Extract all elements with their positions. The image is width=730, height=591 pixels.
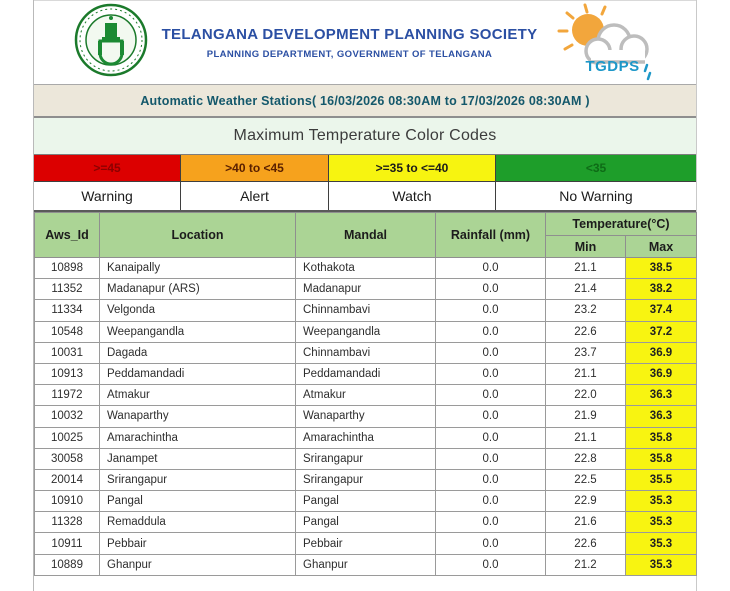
cell-min-temp: 21.6 xyxy=(546,512,626,533)
table-row xyxy=(35,469,697,490)
cell-mandal: Pangal xyxy=(296,491,436,512)
legend-band-alert: >40 to <45 xyxy=(181,155,329,181)
cell-location: Peddamandadi xyxy=(100,363,296,384)
table-header xyxy=(35,213,697,258)
cell-mandal: Atmakur xyxy=(296,385,436,406)
table-row xyxy=(35,406,697,427)
cell-aws-id: 20014 xyxy=(35,469,100,490)
cell-mandal: Kothakota xyxy=(296,258,436,279)
cell-aws-id: 11972 xyxy=(35,385,100,406)
cell-min-temp: 21.2 xyxy=(546,554,626,575)
cell-location: Kanaipally xyxy=(100,258,296,279)
cell-rainfall: 0.0 xyxy=(436,300,546,321)
table-row xyxy=(35,427,697,448)
cell-mandal: Wanaparthy xyxy=(296,406,436,427)
table-row xyxy=(35,385,697,406)
table-row xyxy=(35,363,697,384)
table-row xyxy=(35,321,697,342)
cell-aws-id: 11352 xyxy=(35,279,100,300)
cell-min-temp: 21.1 xyxy=(546,258,626,279)
col-header-temperature: Temperature(°C) xyxy=(546,213,697,236)
table-row xyxy=(35,533,697,554)
cell-aws-id: 11328 xyxy=(35,512,100,533)
cell-max-temp: 35.3 xyxy=(626,512,697,533)
table-row xyxy=(35,258,697,279)
cell-min-temp: 21.4 xyxy=(546,279,626,300)
cell-mandal: Ghanpur xyxy=(296,554,436,575)
legend-label-watch: Watch xyxy=(329,182,496,210)
weather-stations-table xyxy=(34,212,697,576)
tgdps-weather-logo xyxy=(551,3,656,83)
cell-mandal: Amarachintha xyxy=(296,427,436,448)
cell-rainfall: 0.0 xyxy=(436,406,546,427)
org-title-block xyxy=(162,26,538,60)
table-row xyxy=(35,512,697,533)
cell-min-temp: 22.9 xyxy=(546,491,626,512)
table-row xyxy=(35,554,697,575)
cell-min-temp: 21.9 xyxy=(546,406,626,427)
col-header-min: Min xyxy=(546,236,626,258)
cell-min-temp: 21.1 xyxy=(546,363,626,384)
cell-location: Dagada xyxy=(100,342,296,363)
cell-max-temp: 36.9 xyxy=(626,342,697,363)
cell-aws-id: 10910 xyxy=(35,491,100,512)
cell-aws-id: 10032 xyxy=(35,406,100,427)
cell-location: Wanaparthy xyxy=(100,406,296,427)
col-header-max: Max xyxy=(626,236,697,258)
cell-location: Weepangandla xyxy=(100,321,296,342)
cell-location: Janampet xyxy=(100,448,296,469)
color-codes-title-bar xyxy=(34,118,696,155)
tgdps-label: TGDPS xyxy=(585,57,640,75)
cell-mandal: Srirangapur xyxy=(296,469,436,490)
temperature-legend-labels xyxy=(34,182,696,212)
cell-mandal: Weepangandla xyxy=(296,321,436,342)
cell-rainfall: 0.0 xyxy=(436,342,546,363)
cell-min-temp: 22.5 xyxy=(546,469,626,490)
report-frame xyxy=(33,0,697,591)
col-header-location: Location xyxy=(100,213,296,258)
cell-aws-id: 10548 xyxy=(35,321,100,342)
table-row xyxy=(35,279,697,300)
cell-min-temp: 22.8 xyxy=(546,448,626,469)
cell-rainfall: 0.0 xyxy=(436,491,546,512)
cell-rainfall: 0.0 xyxy=(436,321,546,342)
cell-min-temp: 23.7 xyxy=(546,342,626,363)
cell-rainfall: 0.0 xyxy=(436,279,546,300)
cell-min-temp: 23.2 xyxy=(546,300,626,321)
cell-aws-id: 10031 xyxy=(35,342,100,363)
org-name: TELANGANA DEVELOPMENT PLANNING SOCIETY xyxy=(161,25,538,43)
legend-band-watch: >=35 to <=40 xyxy=(329,155,496,181)
legend-label-alert: Alert xyxy=(181,182,329,210)
cell-rainfall: 0.0 xyxy=(436,554,546,575)
cell-max-temp: 35.8 xyxy=(626,448,697,469)
table-row xyxy=(35,300,697,321)
col-header-rainfall: Rainfall (mm) xyxy=(436,213,546,258)
cell-location: Atmakur xyxy=(100,385,296,406)
cell-aws-id: 10025 xyxy=(35,427,100,448)
cell-aws-id: 10913 xyxy=(35,363,100,384)
cell-rainfall: 0.0 xyxy=(436,512,546,533)
cell-max-temp: 36.9 xyxy=(626,363,697,384)
legend-band-no-warning: <35 xyxy=(496,155,696,181)
cell-max-temp: 37.4 xyxy=(626,300,697,321)
cell-rainfall: 0.0 xyxy=(436,385,546,406)
cell-location: Pebbair xyxy=(100,533,296,554)
cell-max-temp: 35.5 xyxy=(626,469,697,490)
aws-period-text: Automatic Weather Stations( 16/03/2026 08:30AM to 17/03/2026 08:30AM ) xyxy=(140,93,590,108)
cell-min-temp: 22.6 xyxy=(546,533,626,554)
cell-max-temp: 35.3 xyxy=(626,533,697,554)
cell-rainfall: 0.0 xyxy=(436,363,546,384)
col-header-aws-id: Aws_Id xyxy=(35,213,100,258)
legend-label-warning: Warning xyxy=(34,182,181,210)
cell-min-temp: 21.1 xyxy=(546,427,626,448)
table-row xyxy=(35,491,697,512)
telangana-emblem-icon xyxy=(74,3,148,82)
cell-max-temp: 35.3 xyxy=(626,491,697,512)
cell-mandal: Srirangapur xyxy=(296,448,436,469)
cell-max-temp: 36.3 xyxy=(626,385,697,406)
table-row xyxy=(35,448,697,469)
cell-max-temp: 35.3 xyxy=(626,554,697,575)
cell-rainfall: 0.0 xyxy=(436,448,546,469)
cell-location: Velgonda xyxy=(100,300,296,321)
cell-location: Madanapur (ARS) xyxy=(100,279,296,300)
cell-aws-id: 10898 xyxy=(35,258,100,279)
cell-rainfall: 0.0 xyxy=(436,533,546,554)
cell-location: Srirangapur xyxy=(100,469,296,490)
cell-max-temp: 38.5 xyxy=(626,258,697,279)
org-department: PLANNING DEPARTMENT, GOVERNMENT OF TELANGANA xyxy=(206,48,493,60)
cell-mandal: Peddamandadi xyxy=(296,363,436,384)
cell-location: Remaddula xyxy=(100,512,296,533)
legend-band-warning: >=45 xyxy=(34,155,181,181)
cell-mandal: Chinnambavi xyxy=(296,300,436,321)
cell-mandal: Madanapur xyxy=(296,279,436,300)
cell-max-temp: 35.8 xyxy=(626,427,697,448)
cell-location: Amarachintha xyxy=(100,427,296,448)
table-body xyxy=(35,258,697,576)
cell-mandal: Pebbair xyxy=(296,533,436,554)
cell-max-temp: 38.2 xyxy=(626,279,697,300)
cell-rainfall: 0.0 xyxy=(436,258,546,279)
cell-rainfall: 0.0 xyxy=(436,469,546,490)
cell-aws-id: 30058 xyxy=(35,448,100,469)
cell-mandal: Chinnambavi xyxy=(296,342,436,363)
color-codes-title: Maximum Temperature Color Codes xyxy=(233,127,497,144)
aws-period-bar xyxy=(34,84,696,118)
page-header xyxy=(34,0,696,84)
legend-label-no-warning: No Warning xyxy=(559,188,633,204)
cell-max-temp: 37.2 xyxy=(626,321,697,342)
cell-rainfall: 0.0 xyxy=(436,427,546,448)
cell-min-temp: 22.0 xyxy=(546,385,626,406)
cell-aws-id: 10911 xyxy=(35,533,100,554)
temperature-legend xyxy=(34,155,696,182)
cell-location: Ghanpur xyxy=(100,554,296,575)
cell-mandal: Pangal xyxy=(296,512,436,533)
cell-aws-id: 11334 xyxy=(35,300,100,321)
cell-max-temp: 36.3 xyxy=(626,406,697,427)
col-header-mandal: Mandal xyxy=(296,213,436,258)
cell-aws-id: 10889 xyxy=(35,554,100,575)
cell-min-temp: 22.6 xyxy=(546,321,626,342)
cell-location: Pangal xyxy=(100,491,296,512)
table-row xyxy=(35,342,697,363)
